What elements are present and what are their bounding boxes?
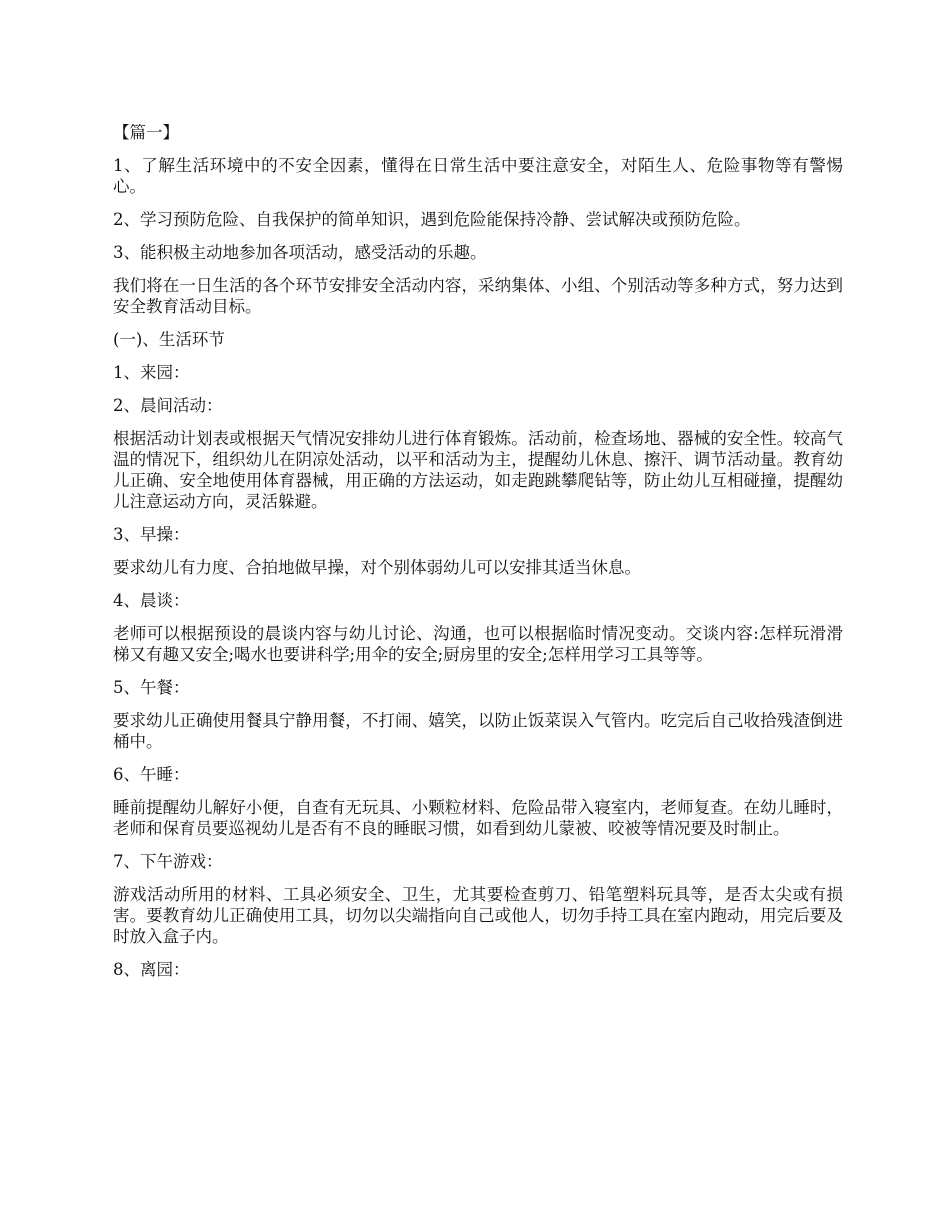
item-body-lunch: 要求幼儿正确使用餐具宁静用餐，不打闹、嬉笑，以防止饭菜误入气管内。吃完后自己收拾残渣倒进桶中。 xyxy=(113,711,843,751)
goal-3: 3、能积极主动地参加各项活动，感受活动的乐趣。 xyxy=(113,243,487,262)
item-body-morning-activity: 根据活动计划表或根据天气情况安排幼儿进行体育锻炼。活动前，检查场地、器械的安全性。较高气温的情况下，组织幼儿在阴凉处活动，以平和活动为主，提醒幼儿休息、擦汗、调节活动量。教育幼儿正确、安全地使用体育器械，用正确的方法运动，如走跑跳攀爬钻等，防止幼儿互相碰撞，提醒幼儿注意运动方向，灵活躲避。 xyxy=(113,429,843,511)
item-body-morning-exercise: 要求幼儿有力度、合拍地做早操，对个别体弱幼儿可以安排其适当休息。 xyxy=(113,558,641,577)
item-body-nap: 睡前提醒幼儿解好小便，自查有无玩具、小颗粒材料、危险品带入寝室内，老师复查。在幼儿睡时，老师和保育员要巡视幼儿是否有不良的睡眠习惯，如看到幼儿蒙被、咬被等情况要及时制止。 xyxy=(113,798,843,838)
item-heading-afternoon-games: 7、下午游戏： xyxy=(113,852,223,871)
item-heading-morning-exercise: 3、早操： xyxy=(113,525,190,544)
item-heading-morning-talk: 4、晨谈： xyxy=(113,591,190,610)
item-body-morning-talk: 老师可以根据预设的晨谈内容与幼儿讨论、沟通，也可以根据临时情况变动。交谈内容:怎样玩滑滑梯又有趣又安全;喝水也要讲科学;用伞的安全;厨房里的安全;怎样用学习工具等等。 xyxy=(113,624,843,664)
item-heading-lunch: 5、午餐： xyxy=(113,678,190,697)
document-body xyxy=(113,122,843,992)
goal-2: 2、学习预防危险、自我保护的简单知识，遇到危险能保持冷静、尝试解决或预防危险。 xyxy=(113,210,751,229)
item-body-afternoon-games: 游戏活动所用的材料、工具必须安全、卫生，尤其要检查剪刀、铅笔塑料玩具等，是否太尖或有损害。要教育幼儿正确使用工具，切勿以尖端指向自己或他人，切勿手持工具在室内跑动，用完后要及时放入盒子内。 xyxy=(113,885,843,946)
part-heading: (一)、生活环节 xyxy=(113,330,225,349)
section-title: 【篇一】 xyxy=(113,123,179,142)
item-heading-departure: 8、离园： xyxy=(113,960,190,979)
item-heading-arrival: 1、来园： xyxy=(113,363,190,382)
item-heading-nap: 6、午睡： xyxy=(113,765,190,784)
goal-1: 1、了解生活环境中的不安全因素，懂得在日常生活中要注意安全，对陌生人、危险事物等有警惕心。 xyxy=(113,156,843,196)
intro-paragraph: 我们将在一日生活的各个环节安排安全活动内容，采纳集体、小组、个别活动等多种方式，努力达到安全教育活动目标。 xyxy=(113,276,843,316)
item-heading-morning-activity: 2、晨间活动： xyxy=(113,396,223,415)
